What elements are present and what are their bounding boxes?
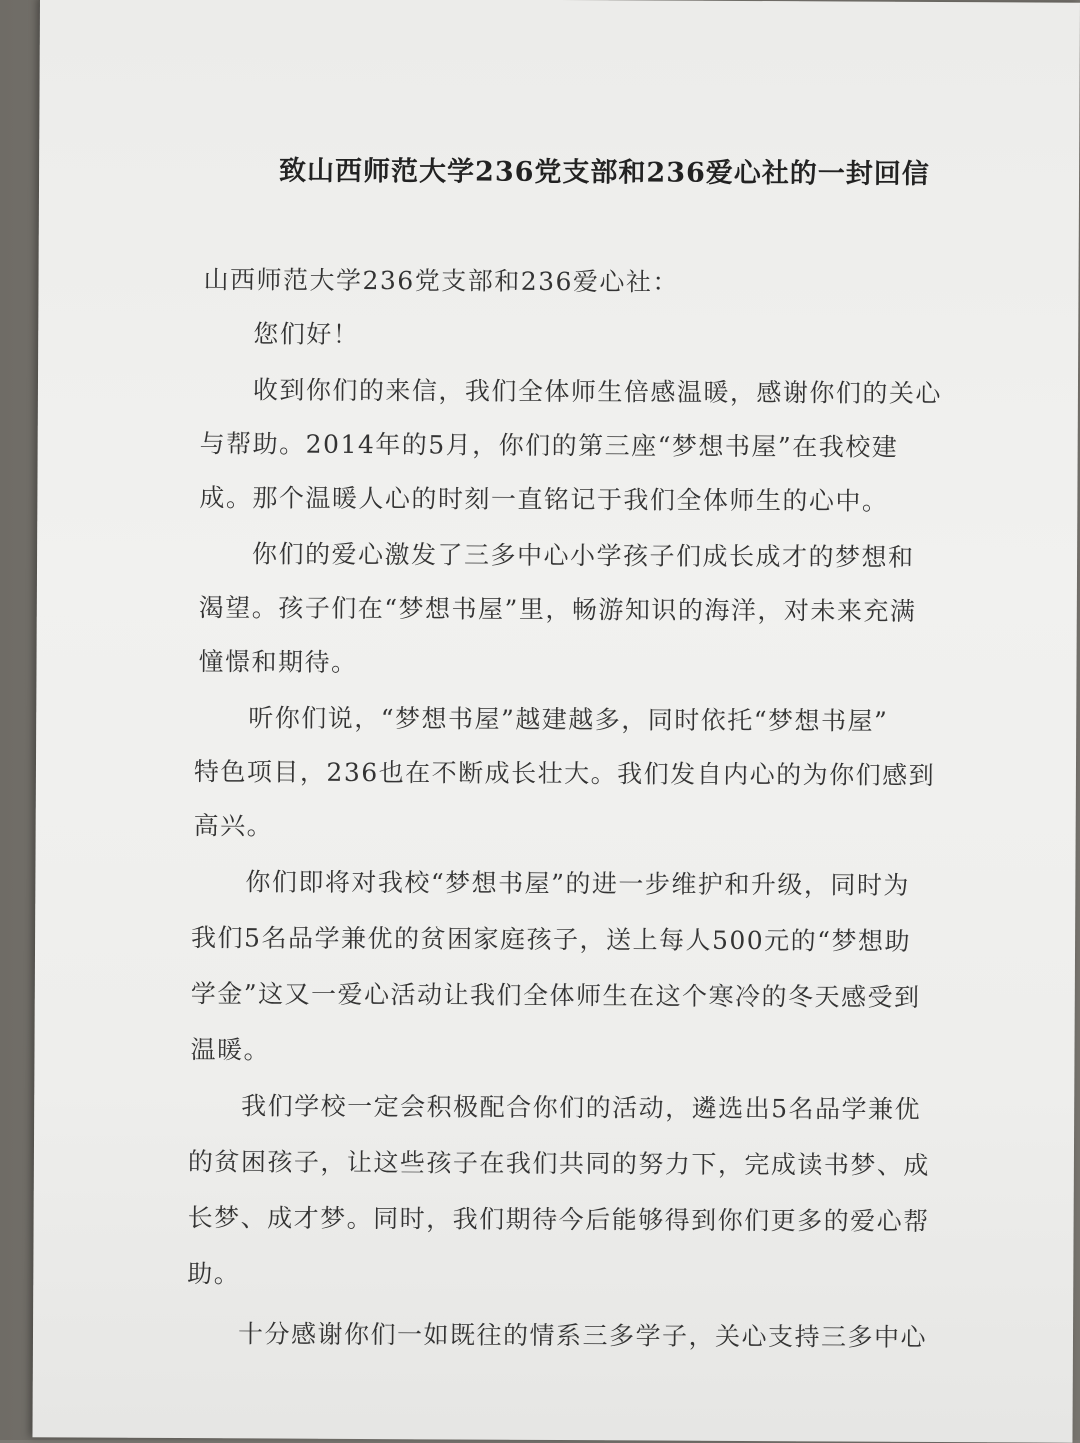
letter-title: 致山西师范大学236党支部和236爱心社的一封回信 [279, 155, 930, 190]
paragraph-1-line-1: 收到你们的来信，我们全体师生倍感温暖，感谢你们的关心 [252, 375, 943, 409]
paragraph-2-line-2: 渴望。孩子们在“梦想书屋”里，畅游知识的海洋，对未来充满 [198, 593, 917, 626]
paragraph-3-line-1: 听你们说，“梦想书屋”越建越多，同时依托“梦想书屋” [248, 703, 889, 736]
paragraph-4-line-4: 温暖。 [190, 1035, 271, 1065]
paragraph-4-line-3: 学金”这又一爱心活动让我们全体师生在这个寒冷的冬天感受到 [190, 979, 921, 1012]
paragraph-5-line-3: 长梦、成才梦。同时，我们期待今后能够得到你们更多的爱心帮 [187, 1203, 930, 1236]
paragraph-3-line-2: 特色项目，236也在不断成长壮大。我们发自内心的为你们感到 [193, 757, 936, 790]
paragraph-4-line-2: 我们5名品学兼优的贫困家庭孩子，送上每人500元的“梦想助 [191, 923, 912, 956]
paragraph-4-line-1: 你们即将对我校“梦想书屋”的进一步维护和升级，同时为 [245, 867, 911, 900]
paragraph-6-line-1: 十分感谢你们一如既往的情系三多学子，关心支持三多中心 [237, 1319, 928, 1352]
letter-page [32, 0, 1080, 1443]
paragraph-3-line-3: 高兴。 [193, 811, 274, 841]
paragraph-5-line-2: 的贫困孩子，让这些孩子在我们共同的努力下，完成读书梦、成 [187, 1147, 930, 1180]
paragraph-2-line-3: 憧憬和期待。 [198, 647, 358, 677]
salutation: 山西师范大学236党支部和236爱心社： [203, 265, 680, 297]
paragraph-5-line-4: 助。 [187, 1259, 241, 1289]
paragraph-2-line-1: 你们的爱心激发了三多中心小学孩子们成长成才的梦想和 [252, 539, 915, 572]
paragraph-1-line-3: 成。那个温暖人心的时刻一直铭记于我们全体师生的心中。 [199, 483, 889, 516]
paragraph-1-line-2: 与帮助。2014年的5月，你们的第三座“梦想书屋”在我校建 [199, 429, 899, 462]
greeting: 您们好！ [253, 319, 360, 349]
paragraph-5-line-1: 我们学校一定会积极配合你们的活动，遴选出5名品学兼优 [241, 1091, 922, 1124]
